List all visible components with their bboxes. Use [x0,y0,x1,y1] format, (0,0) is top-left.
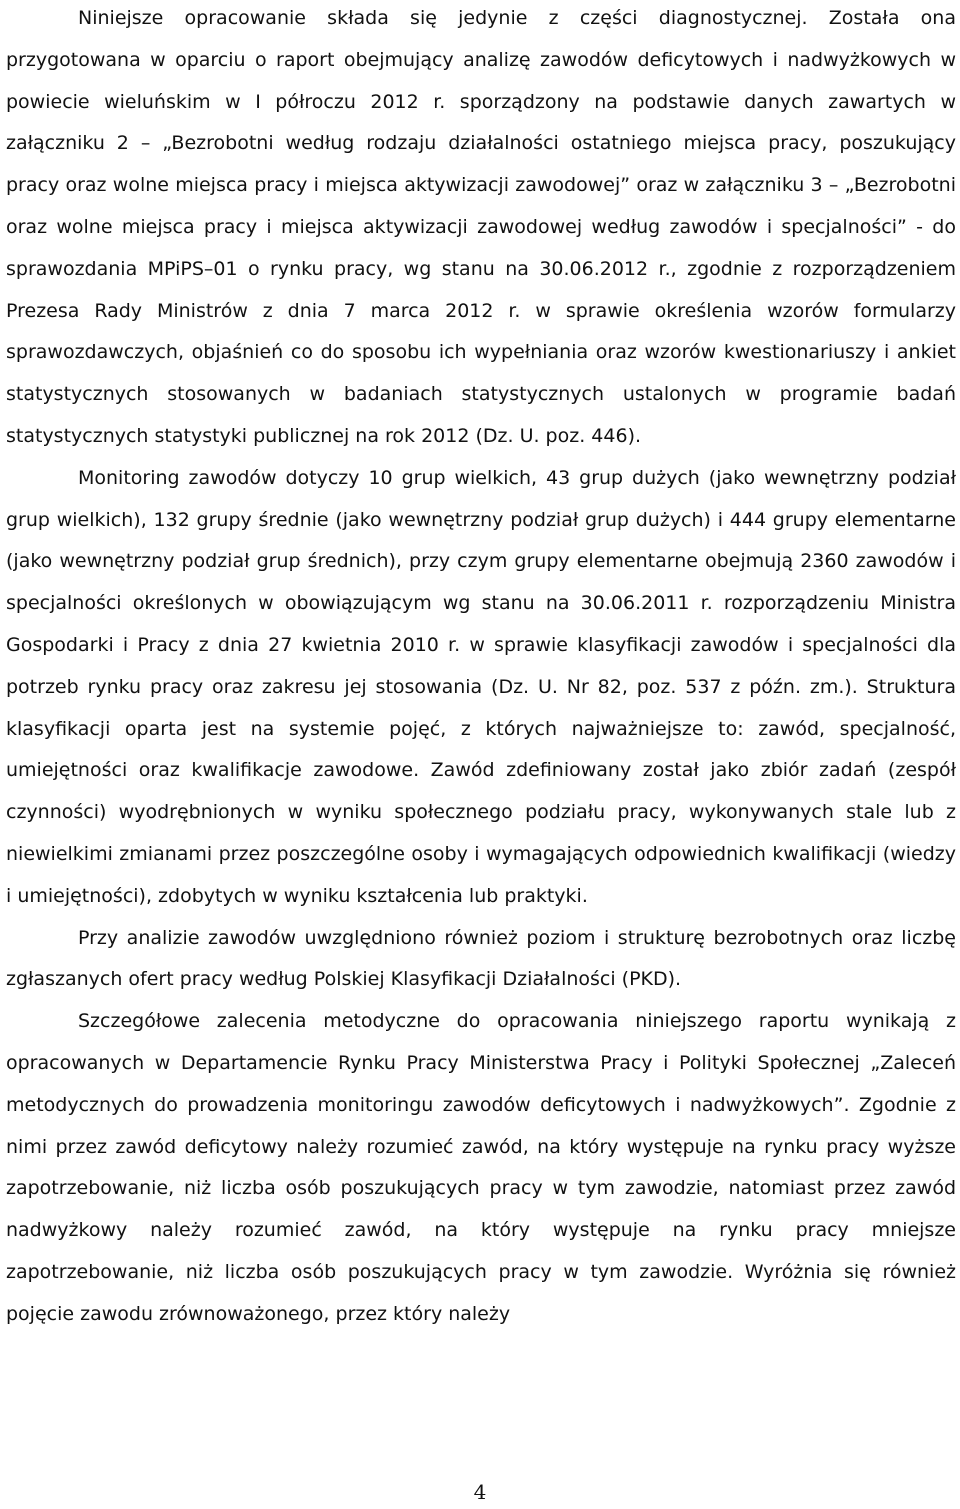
page-number: 4 [473,1480,487,1504]
paragraph-analysis-pkd: Przy analizie zawodów uwzględniono również poziom i strukturę bezrobotnych oraz liczbę zgłaszanych ofert pracy według Polskiej Klasyfikacji Działalności (PKD). [6,926,956,991]
paragraph-monitoring-scope: Monitoring zawodów dotyczy 10 grup wielkich, 43 grup dużych (jako wewnętrzny podział grup wielkich), 132 grupy średnie (jako wewnętrzny podział grup dużych) i 444 grupy elementarne (jako wewnętrzny podział grup średnich), przy czym grupy elementarne obejmują 2360 zawodów i specjalności określonych w obowiązującym wg stanu na 30.06.2011 r. rozporządzeniu Ministra Gospodarki i Pracy z dnia 27 kwietnia 2010 r. w sprawie klasyfikacji zawodów i specjalności dla potrzeb rynku pracy oraz zakresu jej stosowania (Dz. U. Nr 82, poz. 537 z późn. zm.). Struktura klasyfikacji oparta jest na systemie pojęć, z których najważniejsze to: zawód, specjalność, umiejętności oraz kwalifikacje zawodowe. Zawód zdefiniowany został jako zbiór zadań (zespół czynności) wyodrębnionych w wyniku społecznego podziału pracy, wykonywanych stale lub z niewielkimi zmianami przez poszczególne osoby i wymagających odpowiednich kwalifikacji (wiedzy i umiejętności), zdobytych w wyniku kształcenia lub praktyki. [6,466,956,907]
paragraph-source-description: Niniejsze opracowanie składa się jedynie z części diagnostycznej. Została ona przygotowana w oparciu o raport obejmujący analizę zawodów deficytowych i nadwyżkowych w powiecie wieluńskim w I półroczu 2012 r. sporządzony na podstawie danych zawartych w załączniku 2 – „Bezrobotni według rodzaju działalności ostatniego miejsca pracy, poszukujący pracy oraz wolne miejsca pracy i miejsca aktywizacji zawodowej” oraz w załączniku 3 – „Bezrobotni oraz wolne miejsca pracy i miejsca aktywizacji zawodowej według zawodów i specjalności” - do sprawozdania MPiPS–01 o rynku pracy, wg stanu na 30.06.2012 r., zgodnie z rozporządzeniem Prezesa Rady Ministrów z dnia 7 marca 2012 r. w sprawie określenia wzorów formularzy sprawozdawczych, objaśnień co do sposobu ich wypełniania oraz wzorów kwestionariuszy i ankiet statystycznych stosowanych w badaniach statystycznych ustalonych w programie badań statystycznych statystyki publicznej na rok 2012 (Dz. U. poz. 446). [6,7,956,447]
document-page [6,0,956,1336]
paragraph-methodology: Szczegółowe zalecenia metodyczne do opracowania niniejszego raportu wynikają z opracowanych w Departamencie Rynku Pracy Ministerstwa Pracy i Polityki Społecznej „Zaleceń metodycznych do prowadzenia monitoringu zawodów deficytowych i nadwyżkowych”. Zgodnie z nimi przez zawód deficytowy należy rozumieć zawód, na który występuje na rynku pracy wyższe zapotrzebowanie, niż liczba osób poszukujących pracy w tym zawodzie, natomiast przez zawód nadwyżkowy należy rozumieć zawód, na który występuje na rynku pracy mniejsze zapotrzebowanie, niż liczba osób poszukujących pracy w tym zawodzie. Wyróżnia się również pojęcie zawodu zrównoważonego, przez który należy [6,1010,956,1325]
